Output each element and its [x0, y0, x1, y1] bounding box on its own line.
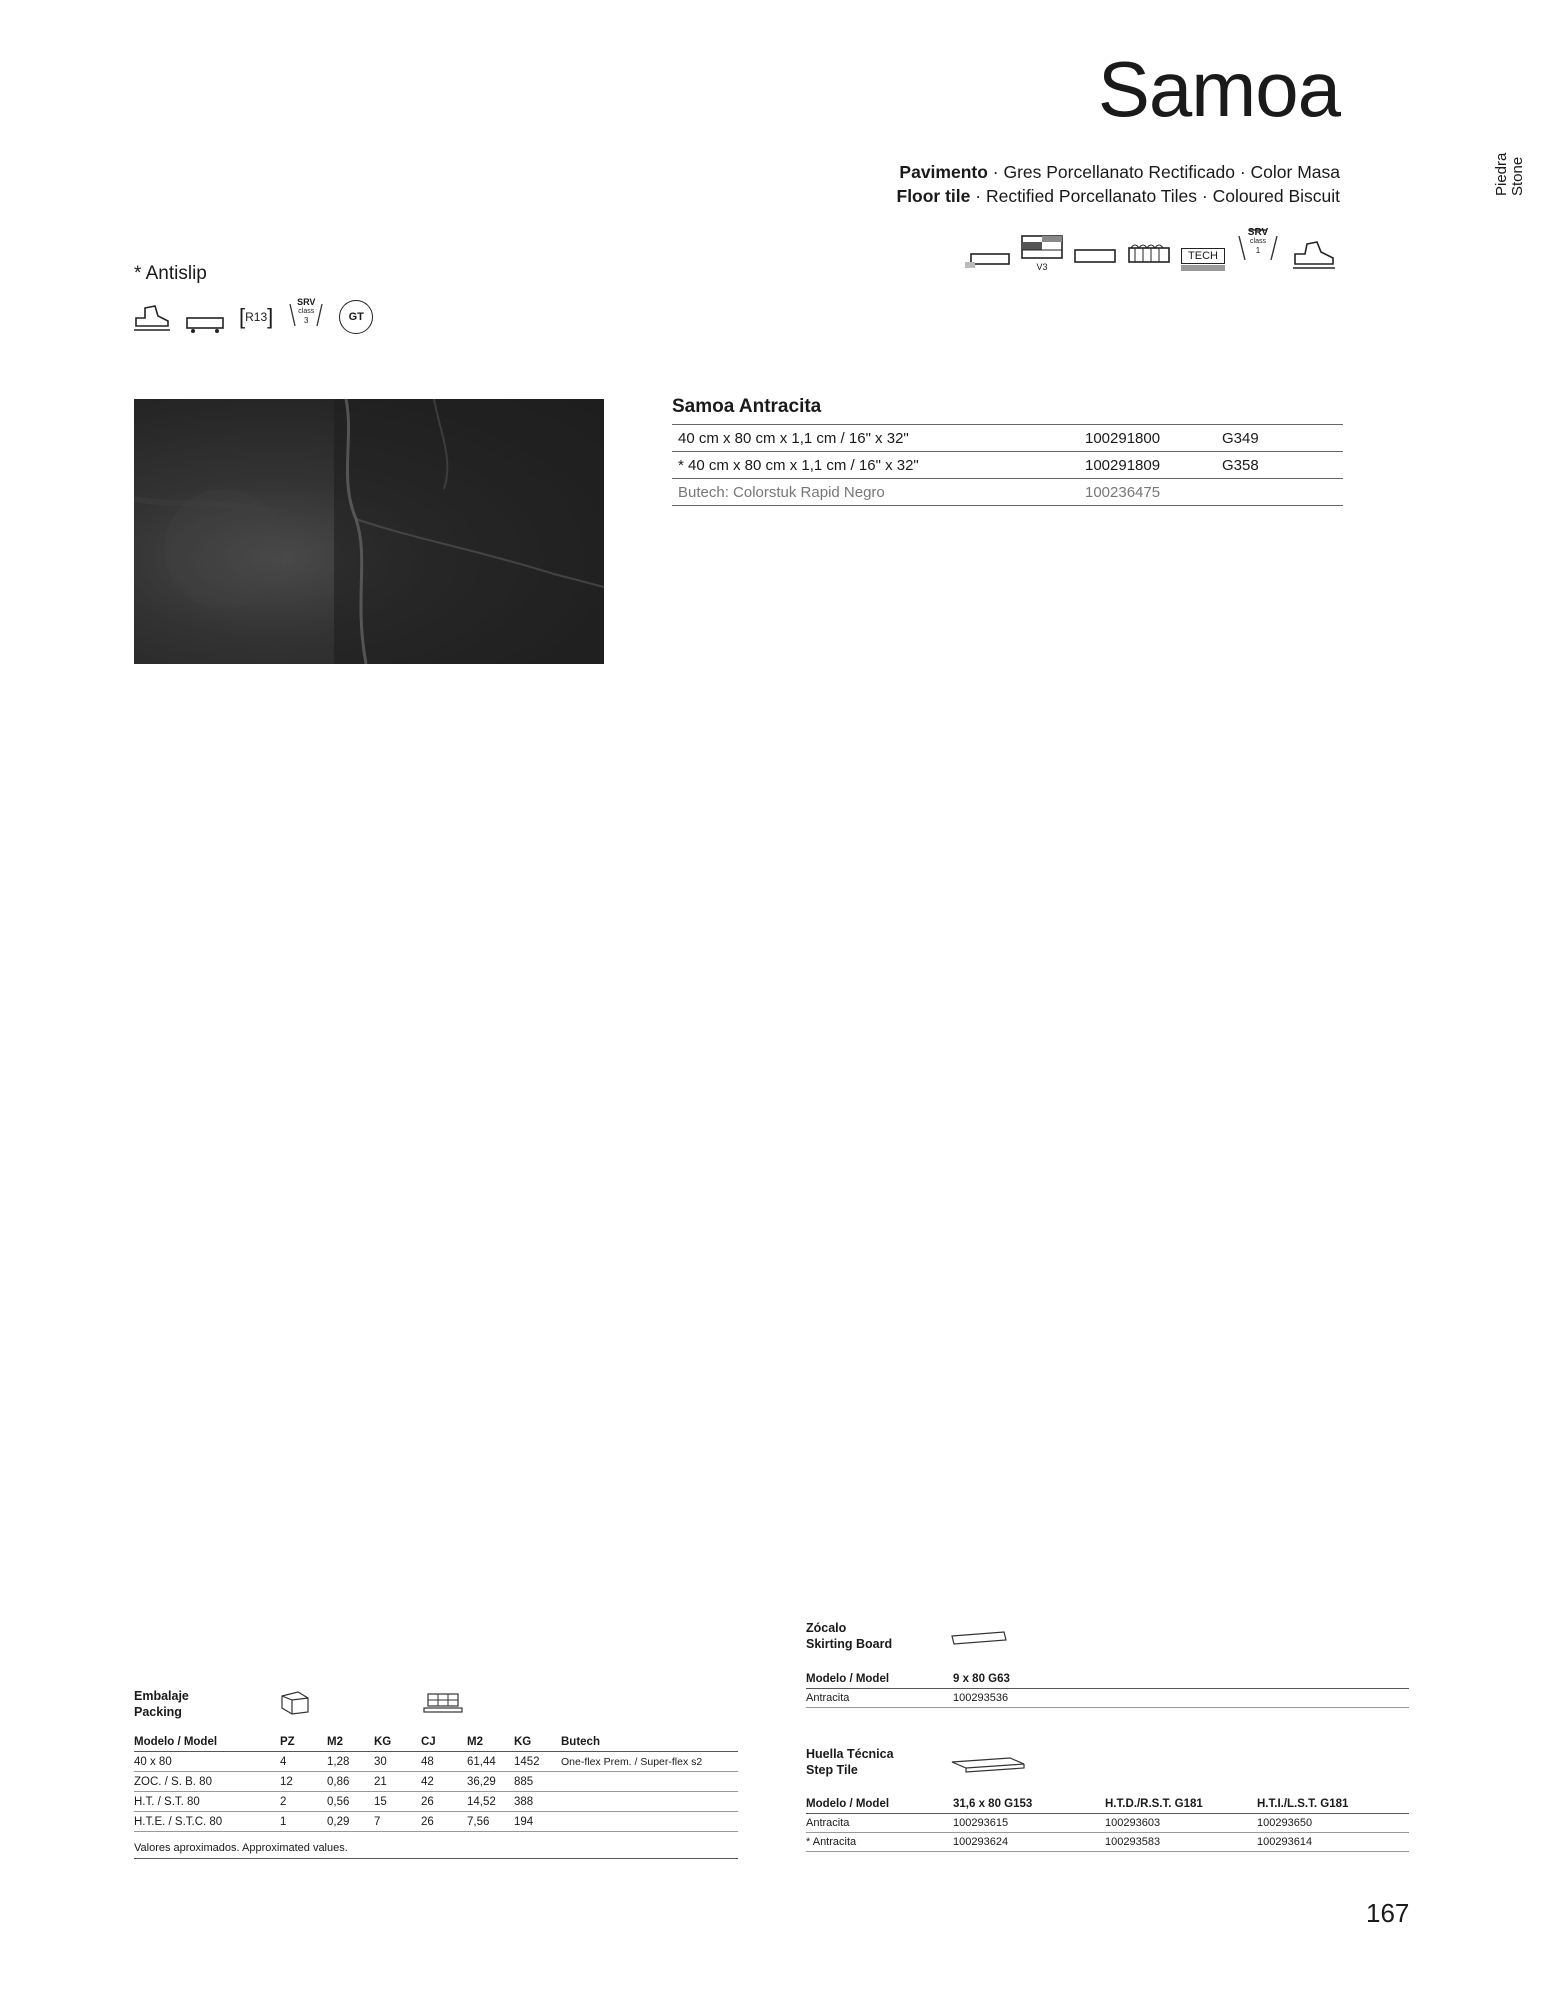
table-cell: 0,86 [327, 1772, 374, 1792]
tech-icon [1181, 248, 1225, 272]
description-en: Floor tile · Rectified Porcellanato Tiles · Coloured Biscuit [896, 186, 1340, 206]
srv-class-label: class [298, 308, 315, 315]
column-header: H.T.D./R.S.T. G181 [1105, 1795, 1257, 1814]
step-title-es: Huella Técnica [806, 1747, 894, 1761]
tile-sample-image [134, 399, 604, 664]
table-cell: 26 [421, 1812, 467, 1832]
table-cell: 100293536 [953, 1689, 1409, 1708]
v3-variation-icon [1021, 234, 1063, 272]
srv-class-label: class [1250, 238, 1266, 245]
table-cell: H.T. / S.T. 80 [134, 1792, 280, 1812]
table-cell: 15 [374, 1792, 421, 1812]
table-cell: H.T.E. / S.T.C. 80 [134, 1812, 280, 1832]
step-title-en: Step Tile [806, 1763, 858, 1777]
antislip-icons [133, 296, 373, 334]
product-name: Samoa Antracita [672, 396, 822, 417]
table-cell: 12 [280, 1772, 327, 1792]
table-cell: 388 [514, 1792, 561, 1812]
column-header: PZ [280, 1733, 327, 1752]
ref-cell [1216, 479, 1343, 506]
packing-note: Valores aproximados. Approximated values. [134, 1842, 738, 1859]
skirting-header-row [806, 1670, 1409, 1689]
table-cell: 48 [421, 1752, 467, 1772]
column-header: KG [514, 1733, 561, 1752]
column-header: KG [374, 1733, 421, 1752]
skirting-table [806, 1670, 1409, 1708]
table-cell: 40 x 80 [134, 1752, 280, 1772]
size-cell: Butech: Colorstuk Rapid Negro [672, 479, 1079, 506]
column-header: CJ [421, 1733, 467, 1752]
table-cell: 26 [421, 1792, 467, 1812]
table-cell [561, 1812, 738, 1832]
table-cell [561, 1792, 738, 1812]
packing-header-row [134, 1733, 738, 1752]
column-header: M2 [467, 1733, 514, 1752]
ref-cell: G349 [1216, 425, 1343, 452]
skirting-title [806, 1620, 892, 1652]
description-es: Pavimento · Gres Porcellanato Rectificado · Color Masa [899, 162, 1340, 182]
column-header: Modelo / Model [806, 1795, 953, 1814]
table-row [134, 1812, 738, 1832]
stone-texture [134, 399, 604, 664]
table-cell: * Antracita [806, 1833, 953, 1852]
tech-label: TECH [1181, 248, 1225, 264]
page-number: 167 [1366, 1898, 1410, 1928]
table-cell: 100293615 [953, 1814, 1105, 1833]
packing-table [134, 1733, 738, 1832]
barefoot-ramp-icon [185, 300, 225, 334]
column-header: Modelo / Model [134, 1733, 280, 1752]
table-row [806, 1814, 1409, 1833]
table-cell: 100293614 [1257, 1833, 1409, 1852]
table-cell: Antracita [806, 1689, 953, 1708]
column-header: M2 [327, 1733, 374, 1752]
size-cell: * 40 cm x 80 cm x 1,1 cm / 16" x 32" [672, 452, 1079, 479]
srv-class-1-icon [1235, 226, 1281, 272]
gt-icon [339, 300, 373, 334]
packing-title-en: Packing [134, 1705, 182, 1719]
shoe-slip-icon [133, 300, 171, 334]
r13-label: R13 [245, 310, 268, 324]
box-icon [278, 1690, 312, 1716]
step-title [806, 1746, 894, 1778]
pallet-icon [422, 1690, 464, 1716]
table-cell: 2 [280, 1792, 327, 1812]
table-cell: 194 [514, 1812, 561, 1832]
table-row [806, 1689, 1409, 1708]
table-cell: 4 [280, 1752, 327, 1772]
code-cell: 100291809 [1079, 452, 1216, 479]
antislip-label: * Antislip [134, 263, 207, 284]
table-cell: 885 [514, 1772, 561, 1792]
srv-class-number: 1 [1255, 246, 1261, 255]
column-header: Butech [561, 1733, 738, 1752]
table-cell: 42 [421, 1772, 467, 1792]
packing-title-es: Embalaje [134, 1689, 189, 1703]
category-es: Piedra [1493, 152, 1510, 196]
r13-rating-icon: [ R13 ] [239, 304, 274, 329]
table-cell: 0,29 [327, 1812, 374, 1832]
table-cell: 100293624 [953, 1833, 1105, 1852]
ref-cell: G358 [1216, 452, 1343, 479]
packing-title [134, 1688, 189, 1720]
frost-resistance-icon [1127, 236, 1171, 272]
srv-label: SRV [1247, 227, 1269, 238]
category-side-label [1494, 153, 1526, 196]
product-row [672, 425, 1343, 452]
table-cell [561, 1772, 738, 1792]
step-tile-icon [950, 1754, 1026, 1776]
srv-class-3-icon [287, 296, 325, 334]
product-row [672, 452, 1343, 479]
srv-class-number: 3 [304, 316, 309, 325]
skirting-title-es: Zócalo [806, 1621, 847, 1635]
table-row [134, 1752, 738, 1772]
table-cell: 21 [374, 1772, 421, 1792]
skirting-title-en: Skirting Board [806, 1637, 893, 1651]
srv-label: SRV [297, 297, 316, 307]
table-cell: 100293583 [1105, 1833, 1257, 1852]
slip-test-shoe-icon [1291, 236, 1337, 272]
feature-icons [963, 226, 1337, 272]
rectified-tile-icon [1073, 236, 1117, 272]
product-table [672, 424, 1343, 506]
table-cell: 1,28 [327, 1752, 374, 1772]
step-header-row [806, 1795, 1409, 1814]
product-row [672, 479, 1343, 506]
table-cell: 100293650 [1257, 1814, 1409, 1833]
table-cell: 7 [374, 1812, 421, 1832]
table-cell: 61,44 [467, 1752, 514, 1772]
table-cell: Antracita [806, 1814, 953, 1833]
table-cell: 36,29 [467, 1772, 514, 1792]
table-row [134, 1792, 738, 1812]
table-cell: 1 [280, 1812, 327, 1832]
column-header: 31,6 x 80 G153 [953, 1795, 1105, 1814]
step-table [806, 1795, 1409, 1852]
skirting-board-icon [950, 1628, 1010, 1648]
size-cell: 40 cm x 80 cm x 1,1 cm / 16" x 32" [672, 425, 1079, 452]
table-cell: 0,56 [327, 1792, 374, 1812]
table-cell: 100293603 [1105, 1814, 1257, 1833]
column-header: Modelo / Model [806, 1670, 953, 1689]
code-cell: 100291800 [1079, 425, 1216, 452]
table-row [806, 1833, 1409, 1852]
column-header: H.T.I./L.S.T. G181 [1257, 1795, 1409, 1814]
table-row [134, 1772, 738, 1792]
table-cell: One-flex Prem. / Super-flex s2 [561, 1752, 738, 1772]
column-header: 9 x 80 G63 [953, 1670, 1409, 1689]
v3-label: V3 [1036, 262, 1048, 272]
table-cell: 1452 [514, 1752, 561, 1772]
table-cell: ZOC. / S. B. 80 [134, 1772, 280, 1792]
page-title: Samoa [1097, 45, 1340, 133]
gt-label: GT [348, 311, 364, 323]
table-cell: 30 [374, 1752, 421, 1772]
category-en: Stone [1509, 156, 1526, 196]
table-cell: 14,52 [467, 1792, 514, 1812]
tile-thickness-icon [963, 232, 1011, 272]
product-description [897, 160, 1341, 208]
table-cell: 7,56 [467, 1812, 514, 1832]
code-cell: 100236475 [1079, 479, 1216, 506]
